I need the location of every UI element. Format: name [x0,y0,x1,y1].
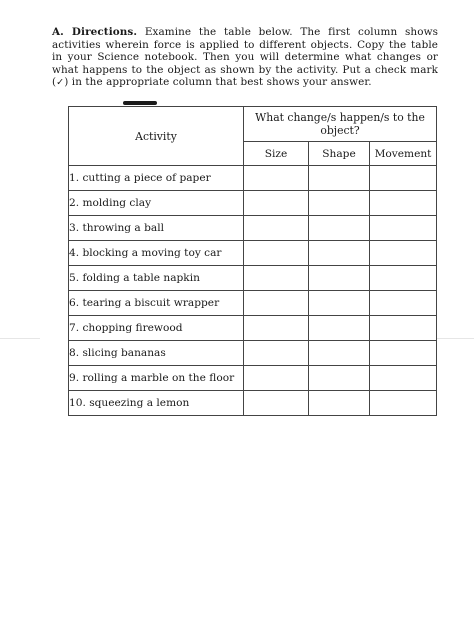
table-row [69,191,437,216]
table-row [69,291,437,316]
column-header-size: Size [244,142,309,166]
shape-check-cell[interactable] [309,216,370,241]
size-check-cell[interactable] [244,266,309,291]
shape-check-cell[interactable] [309,366,370,391]
size-check-cell[interactable] [244,391,309,416]
movement-check-cell[interactable] [370,366,437,391]
table-row [69,366,437,391]
directions-lead: A. Directions. [52,26,138,38]
size-check-cell[interactable] [244,191,309,216]
page-divider-right [436,338,474,339]
movement-check-cell[interactable] [370,291,437,316]
activity-cell: 8. slicing bananas [69,341,244,366]
check-mark-icon: ✓ [56,77,65,89]
shape-check-cell[interactable] [309,191,370,216]
activity-cell: 7. chopping firewood [69,316,244,341]
movement-check-cell[interactable] [370,266,437,291]
activity-cell: 2. molding clay [69,191,244,216]
table-row [69,266,437,291]
column-header-movement: Movement [370,142,437,166]
table-row [69,316,437,341]
activity-header: Activity [69,107,244,166]
changes-header: What change/s happen/s to the object? [244,107,437,142]
activity-cell: 9. rolling a marble on the floor [69,366,244,391]
shape-check-cell[interactable] [309,291,370,316]
header-row [69,107,437,142]
activity-cell: 6. tearing a biscuit wrapper [69,291,244,316]
size-check-cell[interactable] [244,316,309,341]
size-check-cell[interactable] [244,291,309,316]
movement-check-cell[interactable] [370,166,437,191]
table-row [69,341,437,366]
movement-check-cell[interactable] [370,316,437,341]
size-check-cell[interactable] [244,241,309,266]
shape-check-cell[interactable] [309,316,370,341]
activity-cell: 5. folding a table napkin [69,266,244,291]
activity-cell: 10. squeezing a lemon [69,391,244,416]
directions-text: Examine the table below. The first column shows activities wherein force is applied to different objects. Copy the table in your Science notebook. Then you will determine what changes or what happens to the object as shown by the activity. Put a check mark ( [52,26,438,89]
size-check-cell[interactable] [244,216,309,241]
table-row [69,391,437,416]
activity-cell: 3. throwing a ball [69,216,244,241]
shape-check-cell[interactable] [309,166,370,191]
activity-table [68,106,437,416]
shape-check-cell[interactable] [309,266,370,291]
movement-check-cell[interactable] [370,241,437,266]
movement-check-cell[interactable] [370,216,437,241]
table-row [69,166,437,191]
table-row [69,216,437,241]
shape-check-cell[interactable] [309,341,370,366]
activity-cell: 1. cutting a piece of paper [69,166,244,191]
size-check-cell[interactable] [244,341,309,366]
size-check-cell[interactable] [244,166,309,191]
activity-cell: 4. blocking a moving toy car [69,241,244,266]
column-header-shape: Shape [309,142,370,166]
directions-text-end: ) in the appropriate column that best shows your answer. [64,76,372,89]
table-row [69,241,437,266]
shape-check-cell[interactable] [309,241,370,266]
size-check-cell[interactable] [244,366,309,391]
movement-check-cell[interactable] [370,341,437,366]
page-divider-left [0,338,40,339]
directions-paragraph [52,26,438,90]
movement-check-cell[interactable] [370,191,437,216]
movement-check-cell[interactable] [370,391,437,416]
highlight-mark [123,101,157,105]
shape-check-cell[interactable] [309,391,370,416]
